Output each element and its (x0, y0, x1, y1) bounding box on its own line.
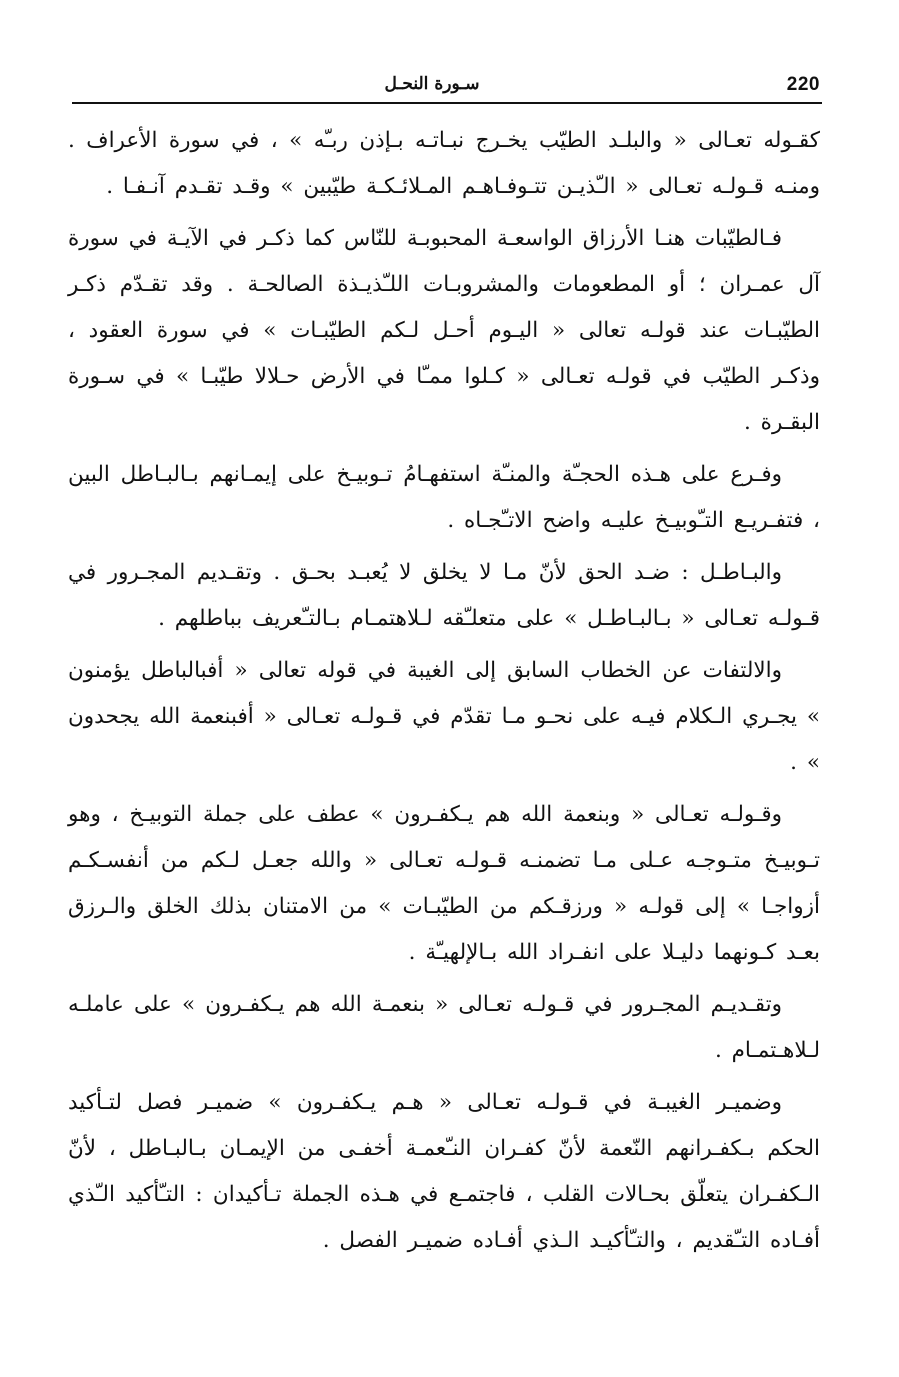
paragraph-4: والبـاطـل : ضـد الحق لأنّ مـا لا يخلق لا يُعبـد بحـق . وتقـديم المجـرور في قـولـه تعـالى « بـالبـاطـل » على متعلـّقه لـلاهتمـام بـالتـّعريف بباطلهم . (68, 560, 820, 631)
surah-title: سـورة النحـل (384, 74, 480, 94)
paragraph-6: وقـولـه تعـالى « وبنعمة الله هم يـكفـرون » عطف على جملة التوبيـخ ، وهو تـوبيـخ متـوجـه عـلى مـا تضمنـه قـولـه تعـالى « والله جعـل لـكم من أنفسـكـم أزواجـا » إلى قولـه « ورزقـكم من الطيّبـات » من الامتنان بذلك الخلق والـرزق بعـد كـونهما دليـلا على انفـراد الله بـالإلهيـّة . (68, 802, 820, 965)
page-number: 220 (786, 74, 820, 95)
page-body (68, 118, 820, 1264)
header-divider (72, 102, 822, 104)
paragraph-3: وفـرع على هـذه الحجـّة والمنـّة استفهـامُ تـوبيـخ على إيمـانهم بـالبـاطل البين ، فتفـريـع التـّوبيـخ عليـه واضح الاتـّجـاه . (68, 462, 820, 533)
paragraph-8: وضميـر الغيبـة في قـولـه تعـالى « هـم يـكفـرون » ضميـر فصل لتـأكيد الحكم بـكفـرانهم النّعمة لأنّ كفـران النـّعمـة أخفـى من الإيمـان بـالبـاطل ، لأنّ الـكفـران يتعلّق بحـالات القلب ، فاجتمـع في هـذه الجملة تـأكيدان : التـّأكيد الـّذي أفـاده التـّقديم ، والتـّأكيـد الـذي أفـاده ضميـر الفصل . (68, 1090, 820, 1253)
paragraph-7: وتقـديـم المجـرور في قـولـه تعـالى « بنعمـة الله هم يـكفـرون » على عاملـه لـلاهـتمـام . (68, 992, 820, 1063)
page-header (72, 74, 820, 102)
paragraph-2: فـالطيّبات هنـا الأرزاق الواسعـة المحبوبـة للنّاس كما ذكـر في الآيـة في سورة آل عمـران ؛ أو المطعومات والمشروبـات اللـّذيـذة الصالحـة . وقد تقـدّم ذكـر الطيّبـات عند قولـه تعالى « اليـوم أحـل لـكم الطيّبـات » في سورة العقود ، وذكـر الطيّب في قولـه تعـالى « كـلوا ممـّا في الأرض حـلالا طيّبـا » في سـورة البقـرة . (68, 226, 820, 435)
paragraph-5: والالتفات عن الخطاب السابق إلى الغيبة في قوله تعالى « أفبالباطل يؤمنون » يجـري الـكلام فيـه على نحـو مـا تقدّم في قـولـه تعـالى « أفبنعمة الله يجحدون » . (68, 658, 820, 775)
paragraph-1: كقـوله تعـالى « والبلـد الطيّب يخـرج نبـاتـه بـإذن ربـّه » ، في سورة الأعراف . ومنـه قـولـه تعـالى « الـّذيـن تتـوفـاهـم المـلائـكـة طيّبين » وقـد تقـدم آنـفـا . (68, 128, 820, 199)
